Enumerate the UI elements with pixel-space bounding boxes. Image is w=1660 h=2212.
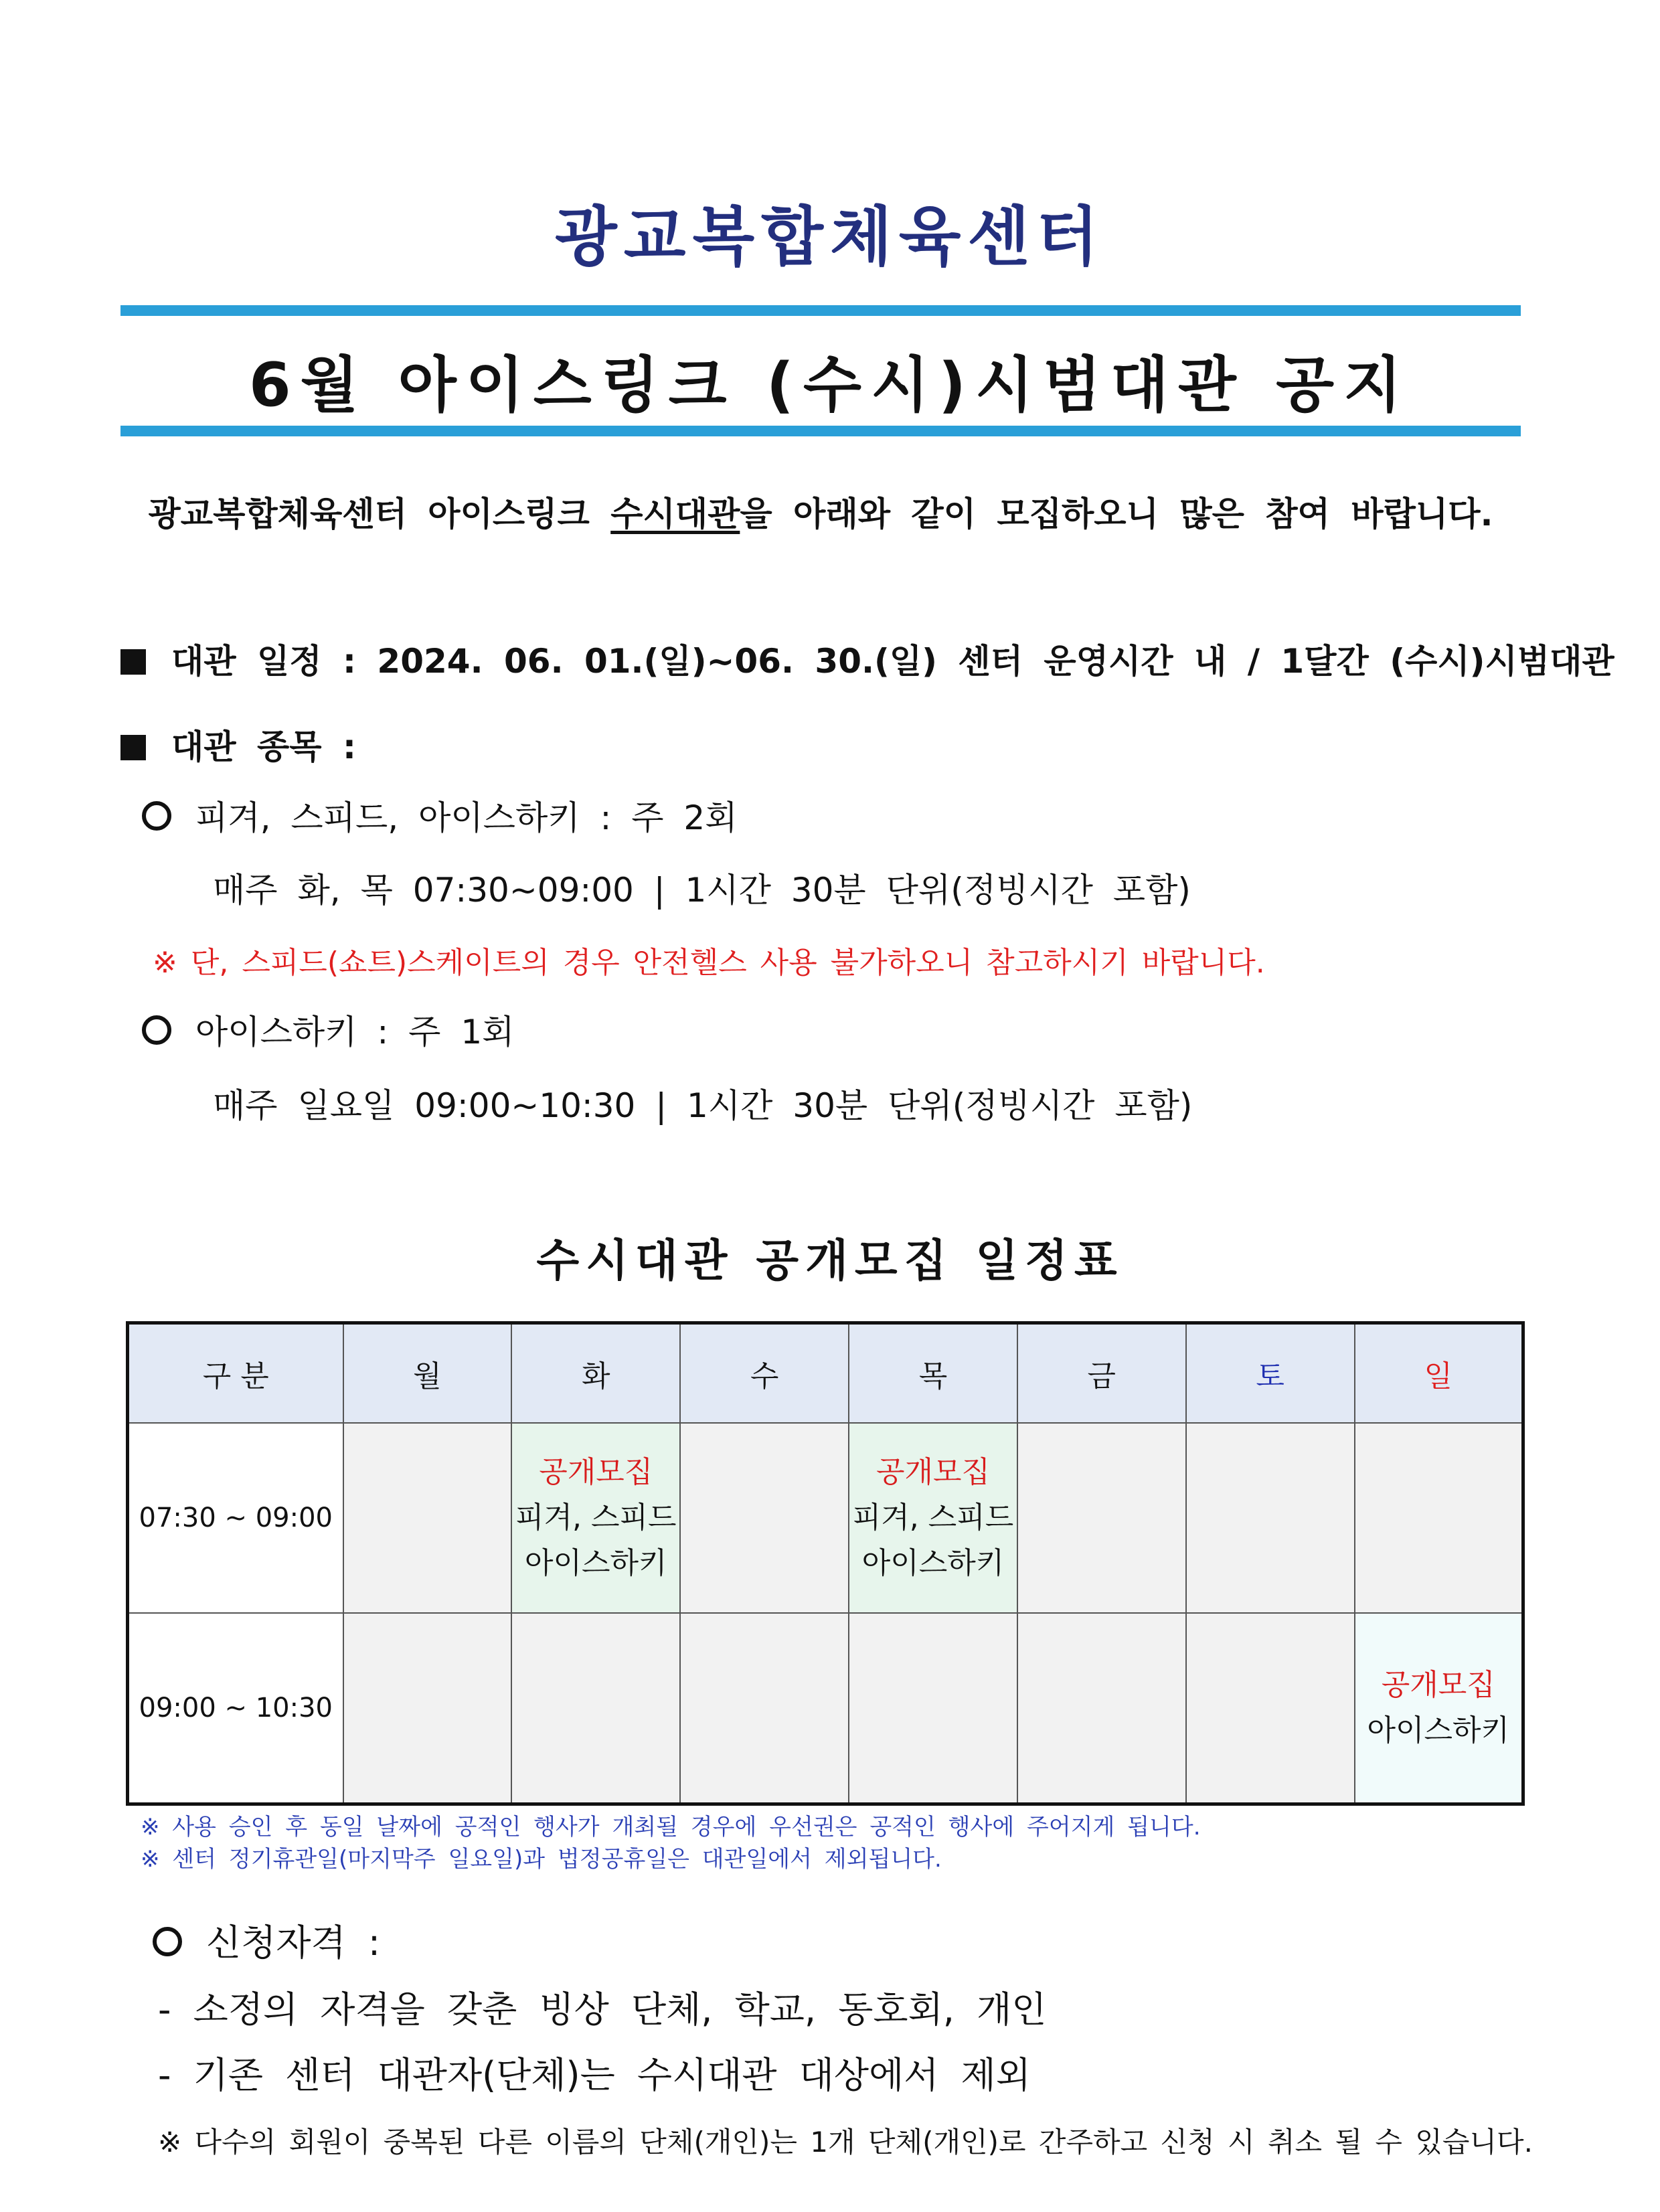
eligibility-item-2: - 기존 센터 대관자(단체)는 수시대관 대상에서 제외 (158, 2054, 1031, 2096)
cell-empty (511, 1613, 680, 1804)
open-label: 공개모집 (1381, 1668, 1495, 1702)
cell-open-tue (511, 1423, 680, 1613)
event-item-1-note: ※ 단, 스피드(쇼트)스케이트의 경우 안전헬스 사용 불가하오니 참고하시기 바랍니다. (153, 946, 1265, 980)
schedule-label: 대관 일정 : (171, 642, 378, 681)
open-sub: 피겨, 스피드 (852, 1501, 1014, 1535)
row-time: 09:00 ~ 10:30 (128, 1613, 343, 1804)
intro-after: 을 아래와 같이 모집하오니 많은 참여 바랍니다. (740, 495, 1493, 533)
event-item-2-detail: 매주 일요일 09:00~10:30 | 1시간 30분 단위(정빙시간 포함) (213, 1086, 1193, 1125)
intro-underlined: 수시대관 (610, 495, 740, 533)
square-bullet-icon (120, 735, 146, 760)
events-label: 대관 종목 : (171, 728, 357, 766)
eligibility-heading (153, 1914, 380, 1966)
org-title: 광교복합체육센터 (555, 199, 1105, 274)
header-sat: 토 (1186, 1323, 1355, 1424)
header-tue: 화 (511, 1323, 680, 1424)
schedule-table-title: 수시대관 공개모집 일정표 (536, 1235, 1124, 1286)
open-label: 공개모집 (539, 1455, 653, 1489)
circle-bullet-icon (142, 1015, 171, 1045)
cell-empty (1186, 1613, 1355, 1804)
cell-empty (343, 1423, 512, 1613)
table-row (128, 1423, 1523, 1613)
eligibility-note: ※ 다수의 회원이 중복된 다른 이름의 단체(개인)는 1개 단체(개인)로 간주하고 신청 시 취소 될 수 있습니다. (158, 2126, 1533, 2158)
open-label: 공개모집 (876, 1455, 990, 1489)
open-sub: 피겨, 스피드 (515, 1501, 677, 1535)
event-item-1-title: 피겨, 스피드, 아이스하키 : 주 2회 (195, 798, 738, 837)
cell-empty (1186, 1423, 1355, 1613)
event-item-2 (142, 1005, 514, 1053)
header-mon: 월 (343, 1323, 512, 1424)
title-rule-top (120, 305, 1521, 316)
eligibility-label: 신청자격 : (206, 1922, 381, 1964)
open-sub: 아이스하키 (861, 1546, 1005, 1580)
cell-empty (680, 1423, 849, 1613)
event-item-1 (142, 791, 738, 839)
table-header-row (128, 1323, 1523, 1424)
cell-open-sun (1355, 1613, 1523, 1804)
intro-text (120, 487, 1521, 535)
event-item-2-title: 아이스하키 : 주 1회 (195, 1013, 515, 1051)
open-sub: 아이스하키 (1367, 1713, 1510, 1748)
cell-empty (680, 1613, 849, 1804)
schedule-table (126, 1321, 1525, 1806)
cell-empty (849, 1613, 1017, 1804)
schedule-value: 2024. 06. 01.(일)~06. 30.(일) 센터 운영시간 내 / 1달간 (수시)시범대관 (377, 642, 1614, 681)
cell-empty (343, 1613, 512, 1804)
table-row (128, 1613, 1523, 1804)
square-bullet-icon (120, 649, 146, 675)
circle-bullet-icon (153, 1927, 182, 1956)
header-fri: 금 (1017, 1323, 1186, 1424)
header-wed: 수 (680, 1323, 849, 1424)
header-category: 구 분 (128, 1323, 343, 1424)
schedule-line (120, 634, 1614, 683)
header-sun: 일 (1355, 1323, 1523, 1424)
row-time: 07:30 ~ 09:00 (128, 1423, 343, 1613)
events-line (120, 720, 356, 768)
notice-title: 6월 아이스링크 (수시)시범대관 공지 (248, 350, 1412, 420)
cell-open-thu (849, 1423, 1017, 1613)
title-rule-bottom (120, 426, 1521, 436)
intro-before: 광교복합체육센터 아이스링크 (148, 495, 611, 533)
event-item-1-detail: 매주 화, 목 07:30~09:00 | 1시간 30분 단위(정빙시간 포함) (213, 871, 1191, 910)
cell-empty (1017, 1423, 1186, 1613)
table-footnote-2: ※ 센터 정기휴관일(마지막주 일요일)과 법정공휴일은 대관일에서 제외됩니다. (141, 1846, 942, 1873)
header-thu: 목 (849, 1323, 1017, 1424)
cell-empty (1355, 1423, 1523, 1613)
table-footnote-1: ※ 사용 승인 후 동일 날짜에 공적인 행사가 개최될 경우에 우선권은 공적인 행사에 주어지게 됩니다. (141, 1814, 1201, 1841)
open-sub: 아이스하키 (525, 1546, 667, 1580)
cell-empty (1017, 1613, 1186, 1804)
eligibility-item-1: - 소정의 자격을 갖춘 빙상 단체, 학교, 동호회, 개인 (158, 1988, 1047, 2031)
circle-bullet-icon (142, 801, 171, 831)
